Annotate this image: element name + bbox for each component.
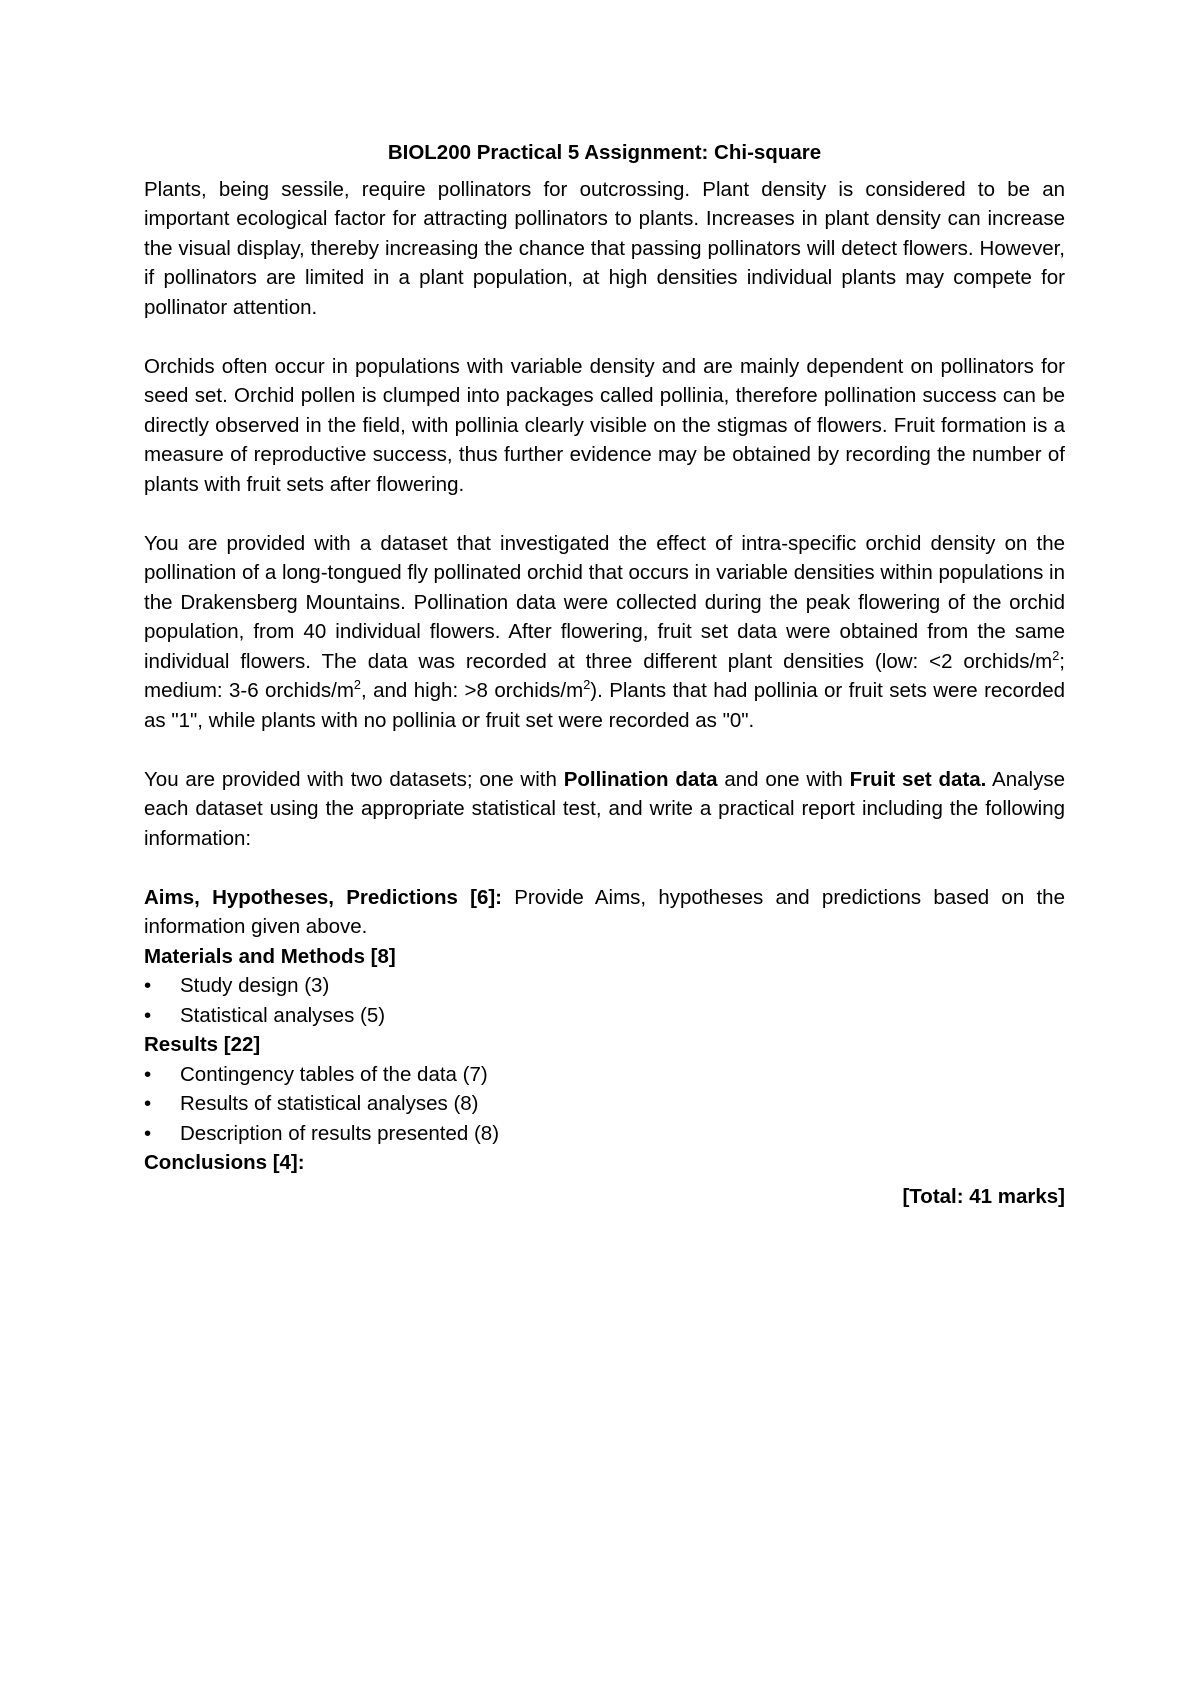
list-item: [144, 1060, 1065, 1090]
pollination-data-label: Pollination data: [563, 767, 718, 791]
list-item: [144, 1089, 1065, 1119]
superscript-2: 2: [583, 677, 591, 693]
methods-list: [144, 971, 1065, 1030]
conclusions-heading: Conclusions [4]:: [144, 1151, 305, 1174]
instructions-text-3: Analyse each dataset using the appropriate statistical test, and write a practical report including the following information:: [144, 767, 1065, 850]
aims-heading: Aims, Hypotheses, Predictions [6]:: [144, 885, 502, 909]
dataset-text-2: ; medium: 3-6 orchids/m: [144, 649, 1065, 702]
bullet-icon: •: [144, 974, 152, 997]
results-list: [144, 1060, 1065, 1149]
fruit-set-data-label: Fruit set data.: [849, 767, 987, 791]
list-item: [144, 1119, 1065, 1149]
dataset-text-4: ). Plants that had pollinia or fruit sets were recorded as "1", while plants with no pollinia or fruit set were recorded as "0".: [144, 679, 1065, 732]
list-item-label: Results of statistical analyses (8): [180, 1092, 479, 1115]
superscript-2: 2: [353, 677, 361, 693]
methods-heading: Materials and Methods [8]: [144, 944, 396, 968]
superscript-2: 2: [1052, 647, 1060, 663]
intro-paragraph: Plants, being sessile, require pollinators for outcrossing. Plant density is considered to be an important ecological factor for attracting pollinators to plants. Increases in plant density can increase the visual display, thereby increasing the chance that passing pollinators will detect flowers. However, if pollinators are limited in a plant population, at high densities individual plants may compete for pollinator attention.: [144, 177, 1065, 319]
bullet-icon: •: [144, 1121, 152, 1145]
results-heading: Results [22]: [144, 1033, 261, 1056]
bullet-icon: •: [144, 1092, 152, 1115]
instructions-paragraph: [144, 765, 1065, 854]
orchid-paragraph: Orchids often occur in populations with variable density and are mainly dependent on pollinators for seed set. Orchid pollen is clumped into packages called pollinia, therefore pollination success can be directly observed in the field, with pollinia clearly visible on the stigmas of flowers. Fruit formation is a measure of reproductive success, thus further evidence may be obtained by recording the number of plants with fruit sets after flowering.: [144, 354, 1065, 496]
total-marks: [Total: 41 marks]: [902, 1184, 1065, 1208]
instructions-text-1: You are provided with two datasets; one with: [144, 767, 564, 791]
dataset-paragraph: [144, 529, 1065, 736]
list-item: [144, 971, 1065, 1001]
bullet-icon: •: [144, 1003, 152, 1027]
list-item-label: Description of results presented (8): [180, 1121, 500, 1145]
aims-text: Provide Aims, hypotheses and predictions based on the information given above.: [144, 885, 1065, 938]
document-title: BIOL200 Practical 5 Assignment: Chi-square: [387, 141, 822, 164]
bullet-icon: •: [144, 1062, 152, 1086]
list-item-label: Statistical analyses (5): [180, 1003, 386, 1027]
list-item-label: Study design (3): [180, 974, 330, 997]
dataset-text-1: You are provided with a dataset that investigated the effect of intra-specific orchid density on the pollination of a long-tongued fly pollinated orchid that occurs in variable densities within populations in the Drakensberg Mountains. Pollination data were collected during the peak flowering of the orchid population, from 40 individual flowers. After flowering, fruit set data were obtained from the same individual flowers. The data was recorded at three different plant densities (low: <2 orchids/m: [144, 531, 1065, 673]
list-item: [144, 1001, 1065, 1031]
aims-section: [144, 883, 1065, 942]
dataset-text-3: , and high: >8 orchids/m: [360, 679, 584, 702]
list-item-label: Contingency tables of the data (7): [180, 1062, 488, 1086]
instructions-text-2: and one with: [717, 767, 850, 791]
document-page: [144, 138, 1065, 1211]
